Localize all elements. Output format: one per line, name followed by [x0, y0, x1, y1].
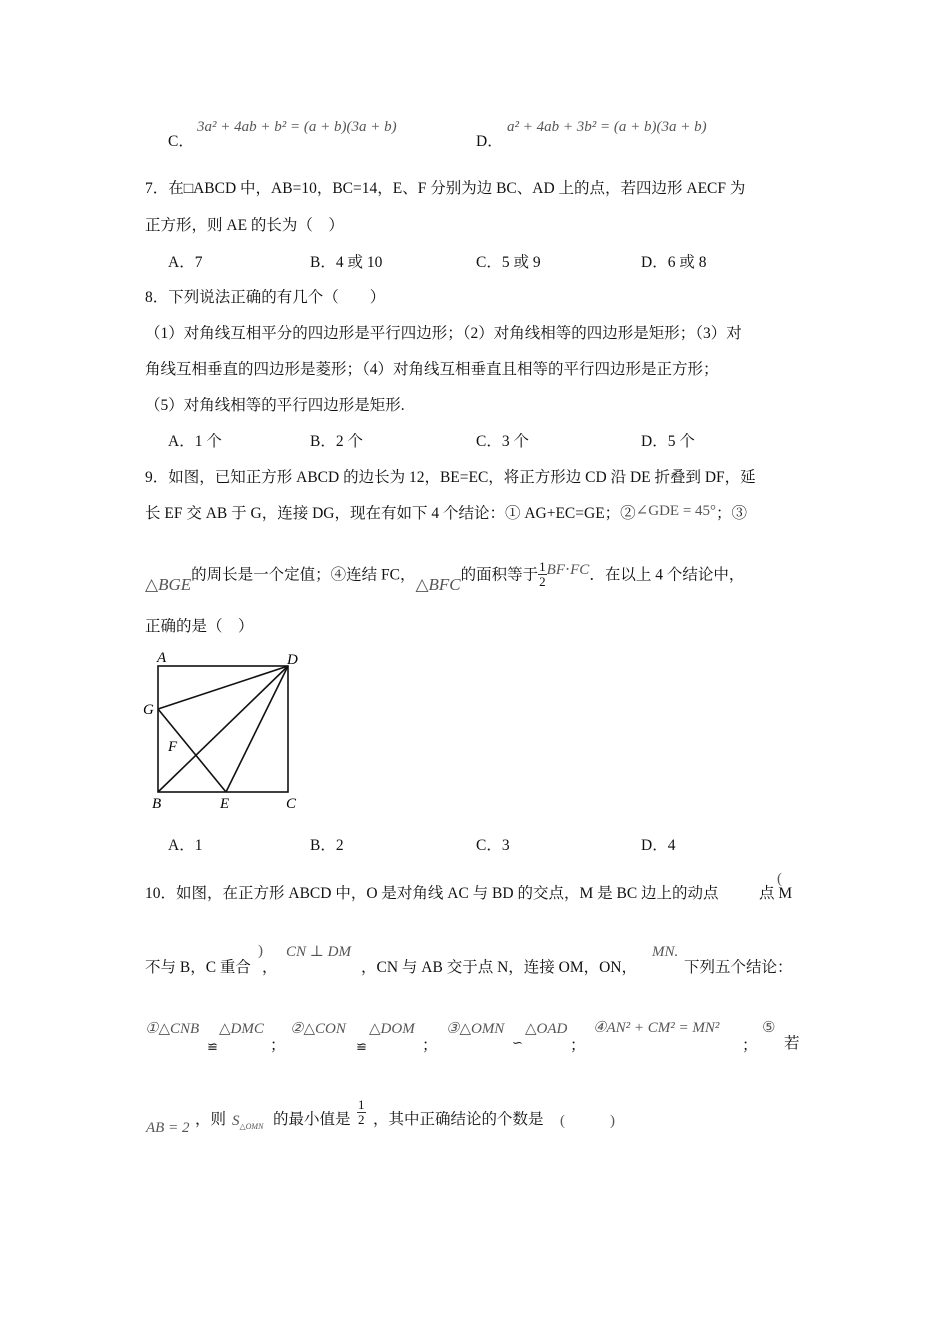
q10-congruent-2: ≌: [356, 1039, 367, 1054]
q9-line2-tail: ；③: [716, 505, 748, 522]
segment-ed: [226, 666, 288, 792]
q10-semi-3: ；: [570, 1037, 586, 1054]
label-f: F: [168, 739, 178, 755]
q9-bf-fc: BF⋅FC: [546, 561, 590, 578]
q8-statement-line2: 角线互相垂直的四边形是菱形；（4）对角线互相垂直且相等的平行四边形是正方形；: [145, 361, 719, 378]
q10-line4-b: 的最小值是: [273, 1111, 351, 1128]
q10-line4-a: ，则: [195, 1111, 227, 1128]
q9-stem-line2: [145, 503, 748, 522]
label-g: G: [143, 702, 154, 718]
label-e: E: [220, 796, 230, 812]
q10-answer-paren: ( ): [560, 1113, 615, 1129]
q7-option-d: D．6 或 8: [641, 254, 707, 271]
q7-option-a: A．7: [168, 254, 203, 271]
q6-option-d-formula: a² + 4ab + 3b² = (a + b)(3a + b): [507, 119, 707, 135]
q9-triangle-bfc: △BFC: [415, 574, 461, 594]
q10-conclusion-2b: △DOM: [369, 1021, 415, 1037]
q7-stem-line1: 7．在□ABCD 中，AB=10，BC=14，E、F 分别为边 BC、AD 上的点，若四边形 AECF 为: [145, 180, 746, 197]
q10-cn-perp-dm: CN ⊥ DM: [286, 944, 351, 960]
q9-stem-line1: 9．如图，已知正方形 ABCD 的边长为 12，BE=EC，将正方形边 CD 沿 DE 折叠到 DF，延: [145, 469, 756, 486]
q10-ab-equals-2: AB = 2: [146, 1120, 190, 1136]
q10-area-s: $S_{\triangle OMN}$: [232, 1113, 264, 1131]
q10-ruo: 若: [784, 1035, 800, 1052]
q6-option-c-formula: 3a² + 4ab + b² = (a + b)(3a + b): [197, 119, 397, 135]
q9-line2-text: 长 EF 交 AB 于 G，连接 DG，现在有如下 4 个结论：① AG+EC=GE；②: [145, 505, 636, 522]
q10-conclusion-3a: ③△OMN: [446, 1021, 505, 1037]
q10-paren-close: ): [258, 943, 263, 959]
q10-semi-4: ；: [742, 1037, 758, 1054]
q10-line2-comma: ，: [262, 959, 278, 976]
q9-triangle-bge: △BGE: [145, 574, 192, 594]
q10-semi-1: ；: [270, 1037, 286, 1054]
q10-mn: MN.: [652, 944, 679, 960]
label-a: A: [157, 650, 167, 666]
q10-line2-c: 下列五个结论：: [684, 959, 793, 976]
q8-option-b: B．2 个: [310, 433, 363, 450]
q10-conclusion-2a: ②△CON: [290, 1021, 346, 1037]
q8-option-d: D．5 个: [641, 433, 695, 450]
q9-option-c: C．3: [476, 837, 510, 854]
q7-option-b: B．4 或 10: [310, 254, 383, 271]
q8-stem: 8．下列说法正确的有几个（ ）: [145, 289, 386, 306]
q9-line3-text-a: 的周长是一个定值；④连结 FC，: [191, 566, 416, 584]
q8-option-c: C．3 个: [476, 433, 529, 450]
q10-line4-c: ，其中正确结论的个数是: [373, 1111, 544, 1128]
q10-similar-3: ∽: [512, 1035, 523, 1050]
q9-square-figure: [140, 645, 320, 815]
q6-option-d-label: D．: [476, 133, 503, 150]
q9-option-d: D．4: [641, 837, 676, 854]
label-b: B: [152, 796, 162, 812]
q10-conclusion-3b: △OAD: [525, 1021, 568, 1037]
q7-stem-line2: 正方形，则 AE 的长为（ ）: [145, 217, 344, 234]
q10-semi-2: ；: [422, 1037, 438, 1054]
q10-congruent-1: ≌: [207, 1039, 218, 1054]
q10-line2-a: 不与 B，C 重合: [145, 959, 251, 976]
q10-conclusion-1b: △DMC: [219, 1021, 264, 1037]
q10-conclusion-5: ⑤: [762, 1020, 776, 1036]
segment-bd: [158, 666, 288, 792]
q6-option-c-label: C．: [168, 133, 194, 150]
q7-option-c: C．5 或 9: [476, 254, 541, 271]
q10-conclusion-4: ④AN² + CM² = MN²: [593, 1020, 720, 1036]
q9-line3-text-b: 的面积等于: [460, 566, 539, 584]
q8-statement-line1: （1）对角线互相平分的四边形是平行四边形；（2）对角线相等的四边形是矩形；（3）对: [145, 325, 742, 342]
q9-option-a: A．1: [168, 837, 203, 854]
q10-fraction-half: $\frac{1}{2}$: [358, 1097, 365, 1127]
q9-option-b: B．2: [310, 837, 344, 854]
q9-line3-text-c: ．在以上 4 个结论中，: [589, 566, 745, 584]
q9-stem-line3: [145, 559, 745, 594]
q9-fraction-half: $\frac{1}{2}$: [539, 559, 546, 589]
q9-stem-line4: 正确的是（ ）: [145, 618, 254, 635]
q10-line2-b: ，CN 与 AB 交于点 N，连接 OM，ON，: [361, 959, 637, 976]
segment-gd: [158, 666, 288, 709]
label-d: D: [287, 652, 298, 668]
q8-option-a: A．1 个: [168, 433, 222, 450]
q8-statement-line3: （5）对角线相等的平行四边形是矩形.: [145, 397, 405, 414]
label-c: C: [286, 796, 297, 812]
q10-conclusion-1a: ①△CNB: [145, 1021, 200, 1037]
q9-angle-gde: ∠GDE = 45°: [635, 503, 717, 519]
q10-stem-line1: 10．如图，在正方形 ABCD 中，O 是对角线 AC 与 BD 的交点，M 是 BC 边上的动点: [145, 885, 719, 902]
q10-line1-end: 点 M: [759, 885, 793, 902]
q10-paren-open: (: [777, 871, 782, 887]
